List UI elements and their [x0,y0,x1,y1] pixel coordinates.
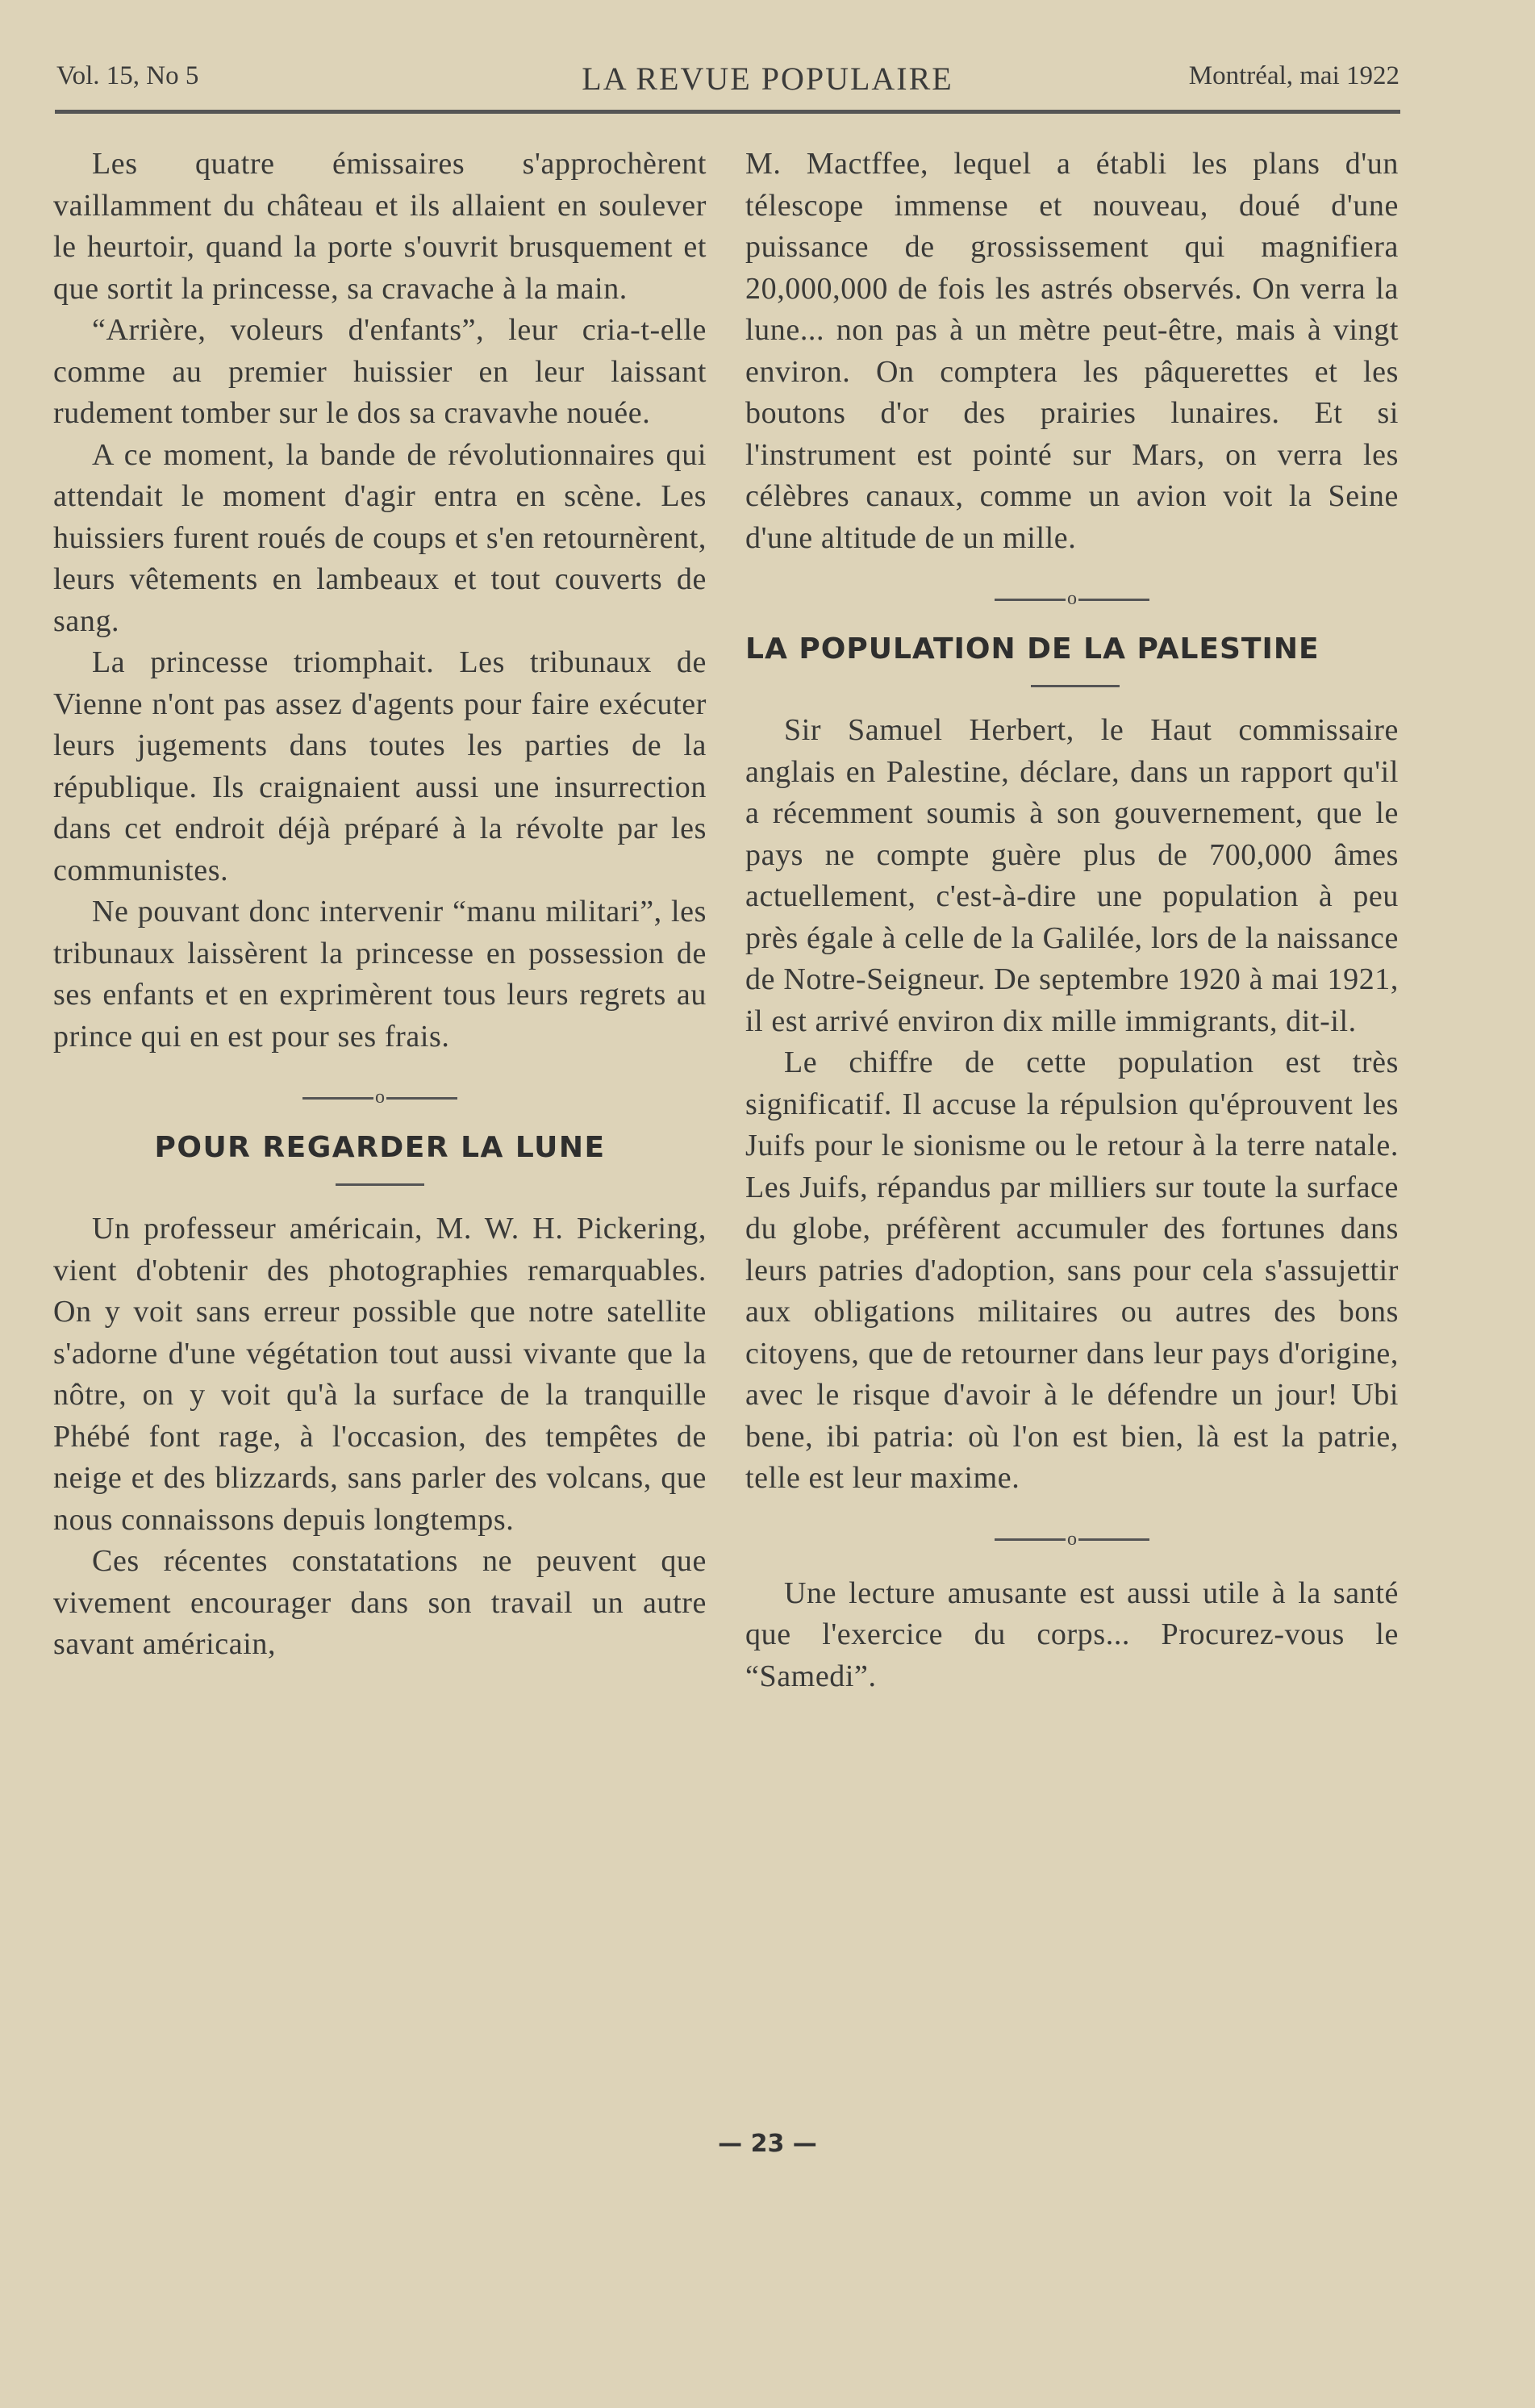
volume-number: Vol. 15, No 5 [56,61,199,90]
right-column [745,144,1399,1697]
heading-rule [1031,685,1120,687]
paragraph: Un professeur américain, M. W. H. Pickering, vient d'obtenir des photographies remarquables. On y voit sans erreur possible que notre satellite s'adorne d'une végétation tout aussi vivante que la nôtre, on y voit qu'à la surface de la tranquille Phébé font rage, à l'occasion, des tempêtes de neige et des blizzards, sans parler des volcans, que nous connaissons depuis longtemps. [53,1212,707,1537]
magazine-title: LA REVUE POPULAIRE [582,61,953,97]
paragraph: “Arrière, voleurs d'enfants”, leur cria-t-elle comme au premier huissier en leur laissant rudement tomber sur le dos sa cravavhe nouée. [53,313,707,430]
paragraph: Le chiffre de cette population est très significatif. Il accuse la répulsion qu'éprouvent les Juifs pour le sionisme ou le retour à la terre natale. Les Juifs, répandus par milliers sur toute la surface du globe, préfèrent accumuler des fortunes dans leurs patries d'adoption, sans pour cela s'assujettir aux obligations militaires ou autres des bons citoyens, que de retourner dans leur pays d'origine, avec le risque d'avoir à le défendre un jour! Ubi bene, ibi patria: où l'on est bien, là est la patrie, telle est leur maxime. [745,1045,1399,1495]
paragraph: Les quatre émissaires s'approchèrent vaillamment du château et ils allaient en soulever le heurtoir, quand la porte s'ouvrit brusquement et que sortit la princesse, sa cravache à la main. [53,147,707,306]
section-separator: o [53,1087,707,1108]
paragraph: Sir Samuel Herbert, le Haut commissaire anglais en Palestine, déclare, dans un rapport qu'il a récemment soumis à son gouvernement, que le pays ne compte guère plus de 700,000 âmes actuellement, c'est-à-dire une population à peu près égale à celle de la Galilée, lors de la naissance de Notre-Seigneur. De septembre 1920 à mai 1921, il est arrivé environ dix mille immigrants, dit-il. [745,713,1399,1038]
issue-date: Montréal, mai 1922 [1188,61,1399,90]
paragraph: Ces récentes constatations ne peuvent que vivement encourager dans son travail un autre savant américain, [53,1544,707,1661]
header-rule [55,110,1400,114]
paragraph: La princesse triomphait. Les tribunaux de Vienne n'ont pas assez d'agents pour faire exécuter leurs jugements dans toutes les parties de la république. Ils craignaient aussi une insurrection dans cet endroit déjà préparé à la révolte par les communistes. [53,645,707,887]
advertisement-text: Une lecture amusante est aussi utile à la santé que l'exercice du corps... Procurez-vous le “Samedi”. [745,1575,1399,1693]
paragraph: M. Mactffee, lequel a établi les plans d'un télescope immense et nouveau, doué d'une puissance de grossissement qui magnifiera 20,000,000 de fois les astrés observés. On verra la lune... non pas à un mètre peut-être, mais à vingt environ. On comptera les pâquerettes et les boutons d'or des prairies lunaires. Et si l'instrument est pointé sur Mars, on verra les célèbres canaux, comme un avion voit la Seine d'une altitude de un mille. [745,147,1399,555]
page-number: — 23 — [718,2130,817,2158]
section-separator: o [745,588,1399,610]
left-column [53,144,707,1666]
article-heading: LA POPULATION DE LA PALESTINE [745,632,1320,666]
paragraph: A ce moment, la bande de révolutionnaires qui attendait le moment d'agir entra en scène. Les huissiers furent roués de coups et s'en retournèrent, leurs vêtements en lambeaux et tout couverts de sang. [53,437,707,638]
article-heading: POUR REGARDER LA LUNE [154,1131,606,1164]
heading-rule [336,1183,424,1186]
section-separator: o [745,1529,1399,1550]
paragraph: Ne pouvant donc intervenir “manu militari”, les tribunaux laissèrent la princesse en possession de ses enfants et en exprimèrent tous leurs regrets au prince qui en est pour ses frais. [53,895,707,1054]
